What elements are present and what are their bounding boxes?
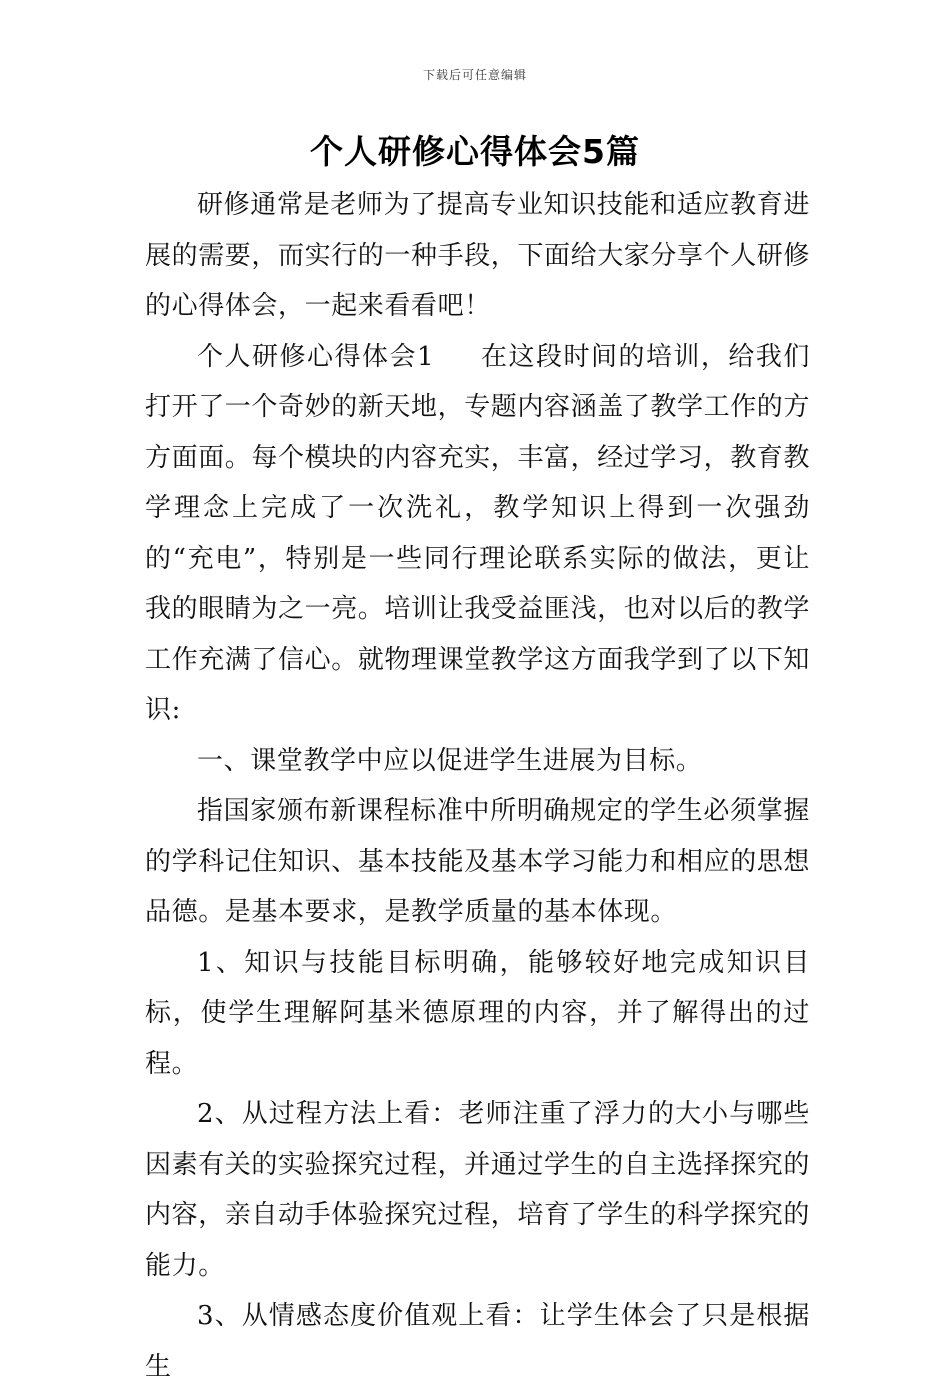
section-1-body: 在这段时间的培训，给我们打开了一个奇妙的新天地，专题内容涵盖了教学工作的方方面面。每个模块的内容充实，丰富，经过学习，教育教学理念上完成了一次洗礼，教学知识上得到一次强劲的“充电”，特别是一些同行理论联系实际的做法，更让我的眼睛为之一亮。培训让我受益匪浅，也对以后的教学工作充满了信心。就物理课堂教学这方面我学到了以下知识: [145,341,811,725]
knowledge-skill-paragraph: 1、知识与技能目标明确，能够较好地完成知识目标，使学生理解阿基米德原理的内容，并了解得出的过程。 [145,947,810,1079]
header-note: 下载后可任意编辑 [422,68,527,82]
emotion-attitude-paragraph: 3、从情感态度价值观上看：让学生体会了只是根据生 [145,1301,810,1382]
section-1-heading: 个人研修心得体会1 [197,341,435,372]
section-1-paragraph [145,332,810,736]
document-title: 个人研修心得体会5篇 [310,132,640,171]
definition-paragraph: 指国家颁布新课程标准中所明确规定的学生必须掌握的学科记住知识、基本技能及基本学习能力和相应的思想品德。是基本要求，是教学质量的基本体现。 [145,796,811,927]
process-method-paragraph: 2、从过程方法上看：老师注重了浮力的大小与哪些因素有关的实验探究过程，并通过学生的自主选择探究的内容，亲自动手体验探究过程，培育了学生的科学探究的能力。 [145,1099,811,1281]
intro-paragraph: 研修通常是老师为了提高专业知识技能和适应教育进展的需要，而实行的一种手段，下面给大家分享个人研修的心得体会，一起来看看吧！ [145,190,811,321]
point-one-heading: 一、课堂教学中应以促进学生进展为目标。 [197,745,703,776]
document-body [145,180,810,1392]
